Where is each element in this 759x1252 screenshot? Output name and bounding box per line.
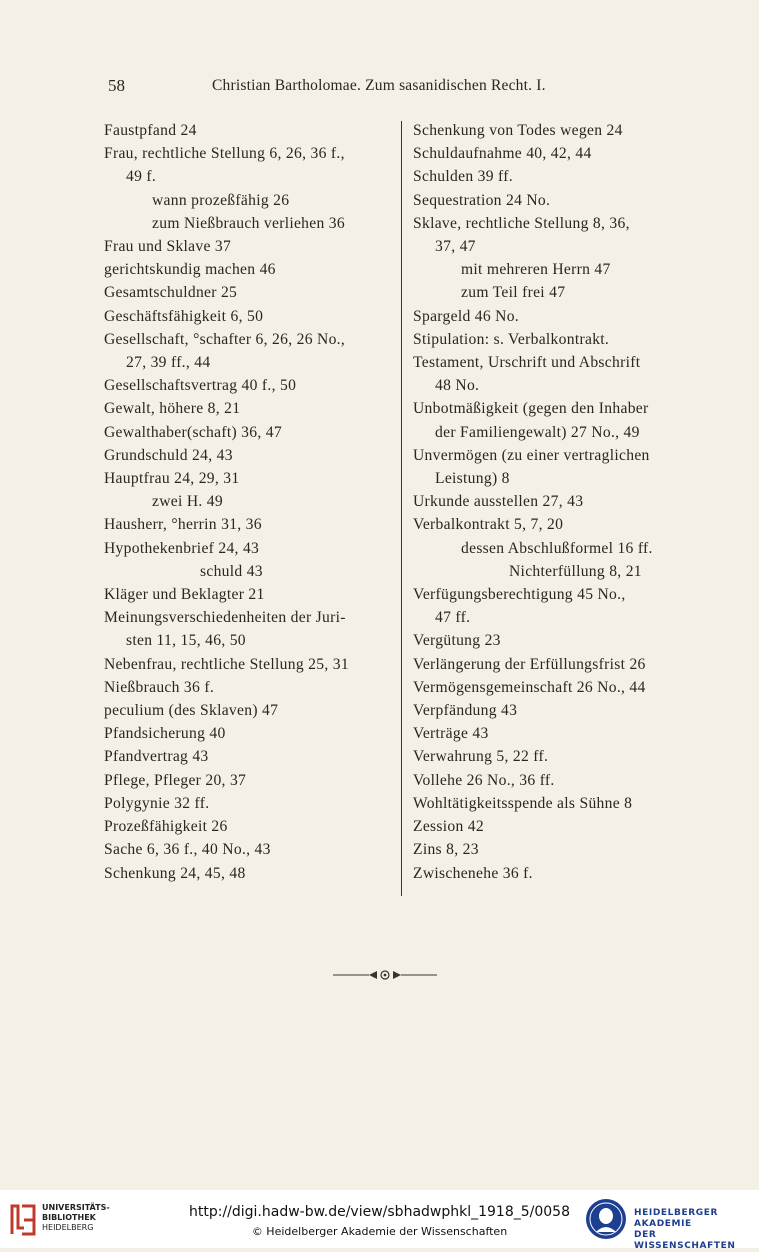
index-entry: Frau und Sklave 37 [104,238,232,256]
index-entry: Hausherr, °herrin 31, 36 [104,516,262,534]
index-entry: Nichterfüllung 8, 21 [509,562,642,580]
index-entry: Verpfändung 43 [413,702,518,720]
index-entry: Sklave, rechtliche Stellung 8, 36, [413,214,630,232]
index-entry: sten 11, 15, 46, 50 [126,632,246,650]
index-entry: Kläger und Beklagter 21 [104,586,265,604]
index-entry: Urkunde ausstellen 27, 43 [413,493,584,511]
index-entry: schuld 43 [200,562,263,580]
index-entry: Testament, Urschrift und Abschrift [413,354,641,372]
index-column-left [104,119,394,885]
index-entry: gerichtskundig machen 46 [104,261,276,279]
academy-name-line-2: DER WISSENSCHAFTEN [634,1230,736,1251]
index-entry: Vermögensgemeinschaft 26 No., 44 [413,678,646,696]
index-entry: 48 No. [435,377,480,395]
index-entry: Nießbrauch 36 f. [104,678,215,696]
copyright-notice: © Heidelberger Akademie der Wissenschaften [251,1225,508,1238]
running-head: Christian Bartholomae. Zum sasanidischen Recht. I. [212,77,546,94]
index-entry: wann prozeßfähig 26 [152,191,290,209]
index-entry: Meinungsverschiedenheiten der Juri- [104,609,346,627]
index-column-right [413,119,697,885]
index-entry: Schenkung 24, 45, 48 [104,864,246,882]
index-entry: Prozeßfähigkeit 26 [104,818,228,836]
library-name-line-1: UNIVERSITÄTS- [42,1203,110,1212]
index-entry: Verlängerung der Erfüllungsfrist 26 [413,655,646,673]
index-entry: Verbalkontrakt 5, 7, 20 [413,516,564,534]
index-entry: Faustpfand 24 [104,122,197,139]
page-header [108,76,698,100]
index-entry: Nebenfrau, rechtliche Stellung 25, 31 [104,655,349,673]
index-entry: Polygynie 32 ff. [104,794,210,812]
index-entry: Vollehe 26 No., 36 ff. [413,771,555,789]
index-entry: Gesellschaft, °schafter 6, 26, 26 No., [104,330,346,348]
index-entry: Gewalthaber(schaft) 36, 47 [104,423,282,441]
viewer-footer [0,1190,759,1251]
index-entry: der Familiengewalt) 27 No., 49 [435,423,640,441]
index-entry: Stipulation: s. Verbalkontrakt. [413,330,610,348]
library-city: HEIDELBERG [42,1223,94,1232]
index-entry: Unvermögen (zu einer vertraglichen [413,446,650,464]
index-entry: Geschäftsfähigkeit 6, 50 [104,307,264,325]
index-entry: zum Nießbrauch verliehen 36 [152,214,345,232]
index-entry: Zwischenehe 36 f. [413,864,533,882]
academy-name [634,1208,759,1252]
index-entry: Spargeld 46 No. [413,307,519,325]
index-entry: peculium (des Sklaven) 47 [104,702,279,720]
index-entry: Unbotmäßigkeit (gegen den Inhaber [413,400,649,418]
index-entry: Leistung) 8 [435,470,510,488]
index-entry: Gesamtschuldner 25 [104,284,238,302]
index-entry: Pfandvertrag 43 [104,748,209,766]
index-entry: dessen Abschlußformel 16 ff. [461,539,653,557]
academy-seal-icon [585,1198,627,1240]
index-entry: Gesellschaftsvertrag 40 f., 50 [104,377,297,395]
index-entry: Hauptfrau 24, 29, 31 [104,470,240,488]
index-entry: 47 ff. [435,609,471,627]
index-entry: 37, 47 [435,238,476,256]
index-entry: Verfügungsberechtigung 45 No., [413,586,626,604]
index-entry: Sequestration 24 No. [413,191,551,209]
library-name-line-2: BIBLIOTHEK [42,1213,96,1222]
ornament-divider-icon [333,968,437,982]
index-entry: Schulden 39 ff. [413,168,513,186]
index-entry: Hypothekenbrief 24, 43 [104,539,260,557]
index-entry: Frau, rechtliche Stellung 6, 26, 36 f., [104,145,345,163]
index-entry: Verwahrung 5, 22 ff. [413,748,549,766]
page-number: 58 [108,76,125,95]
index-entry: zwei H. 49 [152,493,223,511]
index-entry: Grundschuld 24, 43 [104,446,233,464]
column-divider [401,121,402,896]
index-entry: Schenkung von Todes wegen 24 [413,122,623,139]
index-entry: Pflege, Pfleger 20, 37 [104,771,247,789]
permalink-url[interactable]: http://digi.hadw-bw.de/view/sbhadwphkl_1918_5/0058 [188,1204,570,1220]
index-entry: Vergütung 23 [413,632,501,650]
index-entry: mit mehreren Herrn 47 [461,261,611,279]
index-entry: Sache 6, 36 f., 40 No., 43 [104,841,271,859]
index-entry: zum Teil frei 47 [461,284,566,302]
index-entry: Wohltätigkeitsspende als Sühne 8 [413,794,633,812]
index-entry: Schuldaufnahme 40, 42, 44 [413,145,592,163]
index-entry: 49 f. [126,168,157,186]
index-entry: Verträge 43 [413,725,489,743]
index-entry: Zins 8, 23 [413,841,479,859]
index-entry: 27, 39 ff., 44 [126,354,211,372]
academy-name-line-1: HEIDELBERGER AKADEMIE [634,1208,718,1229]
index-entry: Pfandsicherung 40 [104,725,226,743]
index-entry: Gewalt, höhere 8, 21 [104,400,241,418]
index-entry: Zession 42 [413,818,485,836]
